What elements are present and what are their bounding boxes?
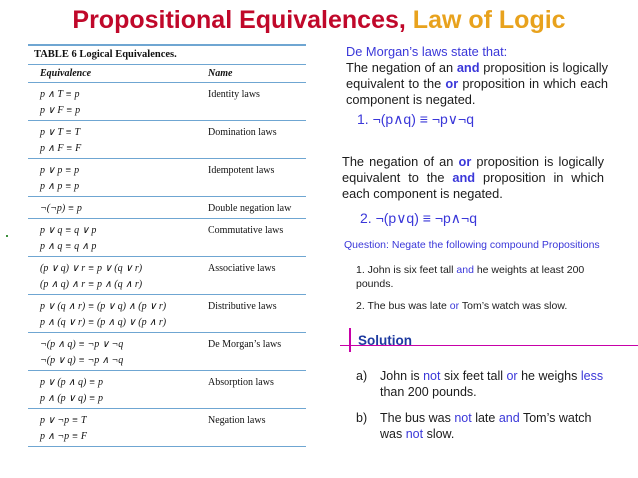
answer-b: The bus was not late and Tom’s watch was not slow.	[380, 411, 592, 441]
equivalence-line: p ∨ T ≡ T	[40, 127, 81, 138]
equivalence-line: ¬(p ∧ q) ≡ ¬p ∨ ¬q	[40, 339, 124, 350]
law-name-cell: Idempotent laws	[208, 165, 275, 176]
law-name-cell: Double negation law	[208, 203, 292, 214]
equivalence-line: p ∨ F ≡ p	[40, 105, 81, 116]
table-row	[28, 197, 306, 219]
equivalence-line: ¬(¬p) ≡ p	[40, 203, 82, 214]
question-text: Question: Negate the following compound Propositions	[344, 239, 600, 251]
law-name-cell: Domination laws	[208, 127, 277, 138]
demorgan-formula-1: 1. ¬(p∧q) ≡ ¬p∨¬q	[357, 111, 475, 127]
law-name-cell: Distributive laws	[208, 301, 277, 312]
equivalence-cell	[40, 125, 81, 157]
column-equivalence: Equivalence	[40, 68, 92, 79]
equivalence-cell	[40, 413, 87, 445]
question-item-2: 2. The bus was late or Tom’s watch was slow.	[356, 300, 568, 312]
answer-a: John is not six feet tall or he weighs less than 200 pounds.	[380, 369, 604, 399]
slide-title-highlight: Law of Logic	[412, 6, 566, 34]
demorgan-heading: De Morgan’s laws state that:	[346, 44, 508, 59]
equivalence-line: p ∧ q ≡ q ∧ p	[40, 241, 97, 252]
law-name-cell: Absorption laws	[208, 377, 274, 388]
table-row	[28, 409, 306, 447]
equivalence-line: (p ∨ q) ∨ r ≡ p ∨ (q ∨ r)	[40, 263, 143, 274]
equivalence-line: p ∨ (q ∧ r) ≡ (p ∨ q) ∧ (p ∨ r)	[40, 301, 167, 312]
equivalence-line: p ∧ (p ∨ q) ≡ p	[40, 393, 104, 404]
table-row	[28, 295, 306, 333]
table-row	[28, 219, 306, 257]
equivalence-line: p ∧ T ≡ p	[40, 89, 80, 100]
equivalence-line: p ∧ ¬p ≡ F	[40, 431, 87, 442]
equivalence-line: p ∧ F ≡ F	[40, 143, 82, 154]
slide-title-main: Propositional Equivalences,	[72, 6, 406, 34]
table-row	[28, 257, 306, 295]
equivalence-line: p ∨ p ≡ p	[40, 165, 80, 176]
demorgan-paragraph-2: The negation of an or proposition is logically equivalent to the and proposition in which each component is negated.	[342, 154, 604, 201]
equivalence-cell	[40, 201, 82, 217]
demorgan-intro	[346, 44, 608, 108]
solution-marker	[349, 328, 351, 352]
logical-equivalences-table	[28, 44, 306, 447]
table-row	[28, 333, 306, 371]
law-name-cell: Commutative laws	[208, 225, 284, 236]
table-caption-label: TABLE 6	[34, 49, 77, 60]
equivalence-cell	[40, 163, 79, 195]
equivalence-line: (p ∧ q) ∧ r ≡ p ∧ (q ∧ r)	[40, 279, 143, 290]
slide-title	[0, 4, 638, 36]
equivalence-line: p ∨ (p ∧ q) ≡ p	[40, 377, 104, 388]
equivalence-cell	[40, 87, 80, 119]
demorgan-paragraph-1: The negation of an and proposition is logically equivalent to the or proposition in which each component is negated.	[346, 60, 608, 107]
table-body	[28, 83, 306, 447]
equivalence-line: p ∧ p ≡ p	[40, 181, 80, 192]
table-row	[28, 83, 306, 121]
equivalence-line: p ∨ ¬p ≡ T	[40, 415, 87, 426]
equivalence-cell	[40, 337, 123, 369]
equivalence-cell	[40, 299, 166, 331]
answer-a-marker: a)	[356, 369, 368, 383]
law-name-cell: Negation laws	[208, 415, 266, 426]
table-header	[28, 65, 306, 83]
equivalence-cell	[40, 261, 142, 293]
equivalence-cell	[40, 375, 103, 407]
equivalence-line: p ∧ (q ∨ r) ≡ (p ∧ q) ∨ (p ∧ r)	[40, 317, 167, 328]
law-name-cell: Associative laws	[208, 263, 276, 274]
equivalence-line: ¬(p ∨ q) ≡ ¬p ∧ ¬q	[40, 355, 124, 366]
table-caption-text: Logical Equivalences.	[79, 49, 177, 60]
demorgan-formula-2: 2. ¬(p∨q) ≡ ¬p∧¬q	[360, 210, 478, 226]
solution-label: Solution	[358, 333, 412, 348]
law-name-cell: De Morgan’s laws	[208, 339, 282, 350]
table-caption	[28, 44, 306, 65]
equivalence-line: p ∨ q ≡ q ∨ p	[40, 225, 97, 236]
table-row	[28, 371, 306, 409]
equivalence-cell	[40, 223, 96, 255]
answer-b-marker: b)	[356, 411, 368, 425]
table-row	[28, 159, 306, 197]
question-item-1: 1. John is six feet tall and he weights at least 200 pounds.	[356, 264, 585, 290]
column-name: Name	[208, 68, 233, 79]
law-name-cell: Identity laws	[208, 89, 260, 100]
stray-dot	[6, 235, 8, 237]
table-row	[28, 121, 306, 159]
